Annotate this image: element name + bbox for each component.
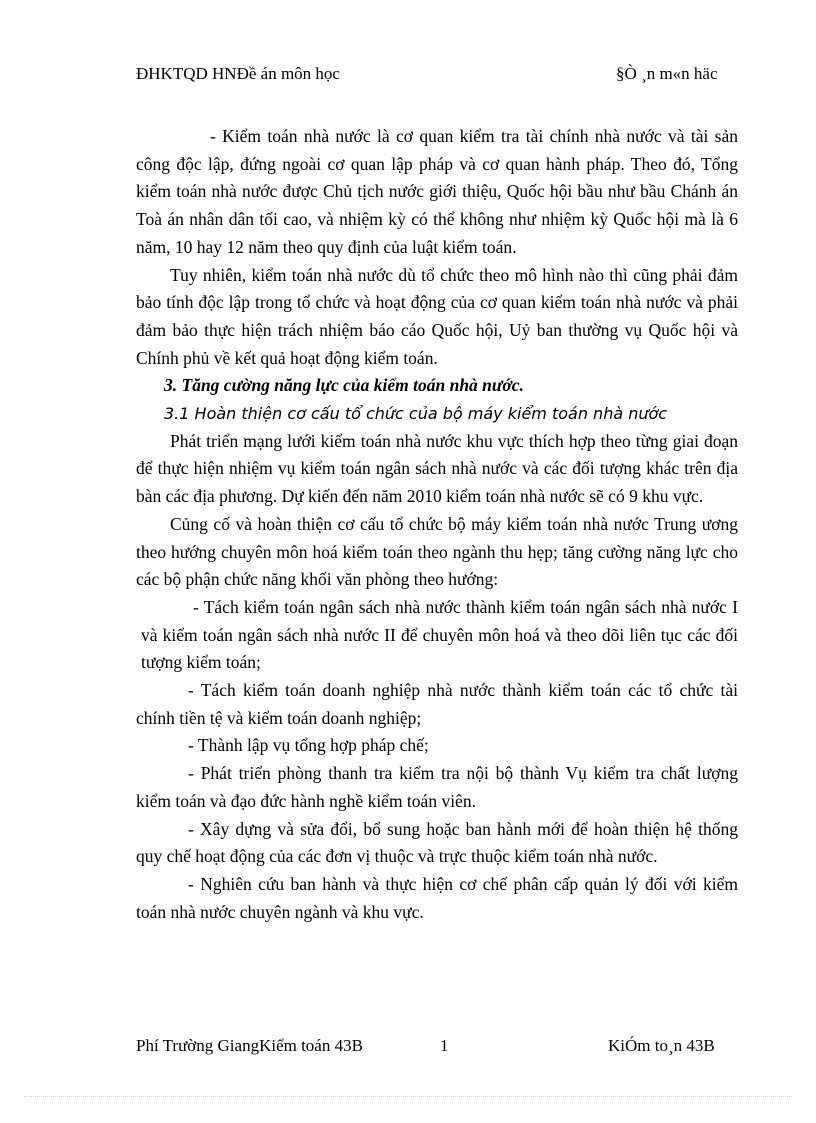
bullet-item: - Thành lập vụ tổng hợp pháp chế;: [188, 735, 429, 756]
section-heading-3: 3. Tăng cường năng lực của kiểm toán nhà nước.: [164, 375, 524, 396]
header-right-text: §Ò ¸n m«n häc: [616, 64, 718, 83]
bullet-item: - Xây dựng và sửa đổi, bổ sung hoặc ban hành mới để hoàn thiện hệ thống quy chế hoạt động của các đơn vị thuộc và trực thuộc kiểm toán nhà nước.: [136, 818, 738, 867]
footer-right-text: KiÓm to¸n 43B: [608, 1036, 715, 1055]
bullet-item: - Tách kiểm toán ngân sách nhà nước thành kiểm toán ngân sách nhà nước I và kiểm toán ngân sách nhà nước II để chuyên môn hoá và theo dõi liên tục các đối tượng kiểm toán;: [141, 596, 738, 673]
paragraph-central-structure: Củng cố và hoàn thiện cơ cấu tổ chức bộ máy kiểm toán nhà nước Trung ương theo hướng chuyên môn hoá kiểm toán theo ngành thu hẹp; tăng cường năng lực cho các bộ phận chức năng khối văn phòng theo hướng:: [136, 513, 738, 590]
document-body: [136, 123, 738, 926]
footer-left-text: Phí Trường GiangKiểm toán 43B: [136, 1036, 363, 1055]
page-bottom-divider: [24, 1096, 792, 1097]
page-header: [136, 64, 736, 88]
header-left-text: ĐHKTQD HNĐề án môn học: [136, 64, 340, 83]
paragraph-independence: Tuy nhiên, kiểm toán nhà nước dù tổ chức theo mô hình nào thì cũng phải đảm bảo tính độc lập trong tổ chức và hoạt động của cơ quan kiểm toán nhà nước và phải đảm bảo thực hiện trách nhiệm báo cáo Quốc hội, Uỷ ban thường vụ Quốc hội và Chính phủ về kết quả hoạt động kiểm toán.: [136, 264, 738, 368]
bullet-item: - Tách kiểm toán doanh nghiệp nhà nước thành kiểm toán các tổ chức tài chính tiền tệ và kiểm toán doanh nghiệp;: [136, 680, 738, 728]
bullet-item: - Nghiên cứu ban hành và thực hiện cơ chế phân cấp quản lý đối với kiểm toán nhà nước chuyên ngành và khu vực.: [136, 873, 738, 922]
page-number: 1: [440, 1036, 449, 1055]
paragraph-audit-agency: - Kiểm toán nhà nước là cơ quan kiểm tra tài chính nhà nước và tài sản công độc lập, đứng ngoài cơ quan lập pháp và cơ quan hành pháp. Theo đó, Tổng kiểm toán nhà nước được Chủ tịch nước giới thiệu, Quốc hội bầu như bầu Chánh án Toà án nhân dân tối cao, và nhiệm kỳ có thể không như nhiệm kỳ Quốc hội mà là 6 năm, 10 hay 12 năm theo quy định của luật kiểm toán.: [136, 126, 738, 257]
page-footer: [136, 1036, 736, 1060]
bullet-item: - Phát triển phòng thanh tra kiểm tra nội bộ thành Vụ kiểm tra chất lượng kiểm toán và đạo đức hành nghề kiểm toán viên.: [136, 763, 738, 811]
paragraph-regional-network: Phát triển mạng lưới kiểm toán nhà nước khu vực thích hợp theo từng giai đoạn để thực hiện nhiệm vụ kiểm toán ngân sách nhà nước và các đối tượng khác trên địa bàn các địa phương. Dự kiến đến năm 2010 kiểm toán nhà nước sẽ có 9 khu vực.: [136, 430, 738, 507]
subsection-heading-3-1: 3.1 Hoàn thiện cơ cấu tổ chức của bộ máy kiểm toán nhà nước: [164, 404, 668, 424]
